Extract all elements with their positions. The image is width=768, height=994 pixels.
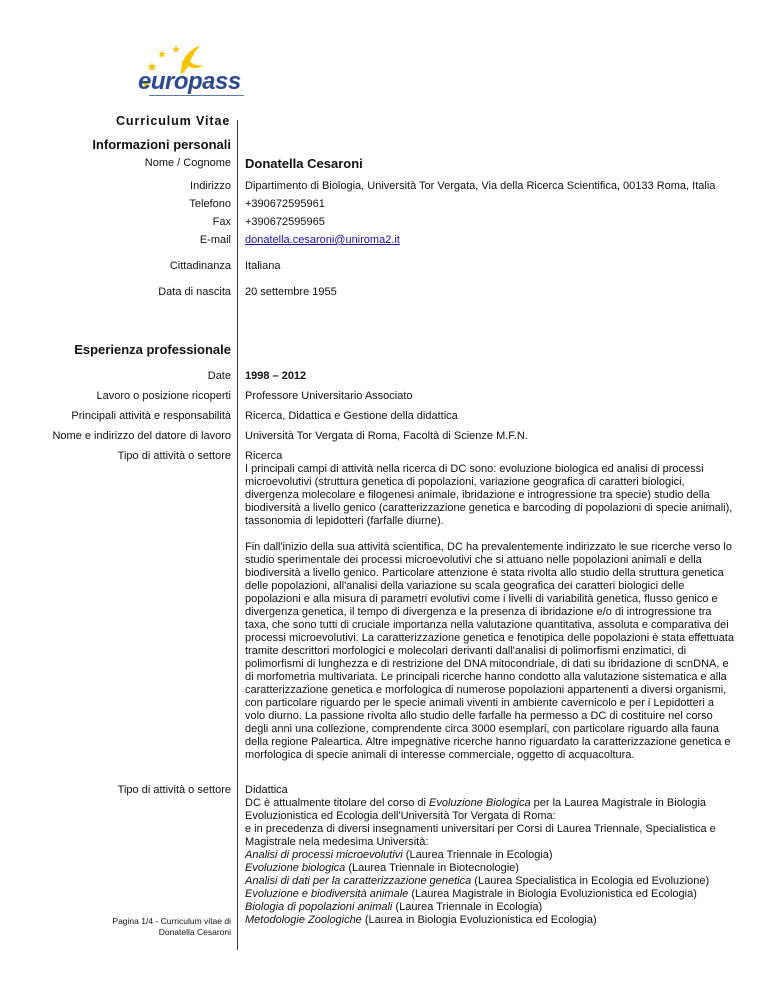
teaching-course: Evoluzione Biologica: [429, 797, 531, 809]
date-value: 1998 – 2012: [245, 370, 307, 382]
employer-value: Università Tor Vergata di Roma, Facoltà di Scienze M.F.N.: [245, 430, 528, 442]
job-value: Professore Universitario Associato: [245, 390, 413, 402]
teaching-intro-2: e in precedenza di diversi insegnamenti universitari per Corsi di Laurea Triennale, Specialistica e Magistrale nela medesima Università:: [245, 823, 716, 848]
email-link[interactable]: donatella.cesaroni@uniroma2.it: [245, 234, 400, 246]
section-experience: Esperienza professionale: [74, 342, 231, 357]
activity-type-label-teaching: Tipo di attività o settore: [117, 784, 231, 796]
phone-value: +390672595961: [245, 198, 325, 210]
teaching-intro: DC è attualmente titolare del corso di Evoluzione Biologica per la Laurea Magistrale in Biologia Evoluzionistica ed Ecologia dell'Università Tor Vergata di Roma:: [245, 797, 707, 822]
logo-divider: [149, 95, 244, 96]
activity-type-label-research: Tipo di attività o settore: [117, 450, 231, 462]
footer-line-1: Pagina 1/4 - Curriculum vitae di: [112, 916, 231, 926]
citizenship-label: Cittadinanza: [169, 260, 231, 272]
research-block: [245, 450, 735, 762]
address-label: Indirizzo: [190, 180, 231, 192]
name-label: Nome / Cognome: [144, 157, 231, 169]
fax-label: Fax: [212, 216, 231, 228]
europass-logo: [132, 40, 247, 110]
birth-label: Data di nascita: [158, 286, 231, 298]
course-item: Evoluzione biologica (Laurea Triennale in Biotecnologie): [245, 862, 519, 874]
teaching-block: [245, 784, 735, 927]
course-item: Biologia di popolazioni animali (Laurea Triennale in Ecologia): [245, 901, 543, 913]
job-label: Lavoro o posizione ricoperti: [96, 390, 231, 402]
research-title: Ricerca: [245, 450, 283, 462]
address-value: Dipartimento di Biologia, Università Tor Vergata, Via della Ricerca Scientifica, 00133 Roma, Italia: [245, 180, 716, 192]
email-label: E-mail: [199, 234, 231, 246]
cv-title: Curriculum Vitae: [116, 114, 231, 128]
activities-label: Principali attività e responsabilità: [71, 410, 231, 422]
citizenship-value: Italiana: [245, 260, 281, 272]
date-label: Date: [207, 370, 231, 382]
research-paragraph-2: Fin dall'inizio della sua attività scientifica, DC ha prevalentemente indirizzato le sue ricerche verso lo studio sperimentale dei processi microevolutivi che si attuano nelle popolazioni animali e della biodiversità a livello genico. Particolare attenzione è stata rivolta allo studio della struttura genetica delle popolazioni, all'analisi della variazione su scala geografica dei caratteri biologici delle popolazioni e alla misura di parametri evolutivi come i livelli di variabilità genetica, flusso genico e divergenza genetica, il tempo di divergenza e la presenza di ibridazione e/o di introgressione tra taxa, che sono tutti di cruciale importanza nella valutazione quantitativa, assoluta e comparativa dei processi microevolutivi. La caratterizzazione genetica e fenotipica delle popolazioni è stata effettuata tramite descrittori morfologici e molecolari derivanti dall'analisi di polimorfismi enzimatici, di polimorfismi di lunghezza e di restrizione del DNA mitocondriale, di dati su ibridazione di scnDNA, e di morfometria multivariata. Le principali ricerche hanno condotto alla valutazione sistematica e alla caratterizzazione genetica e morfologica di numerose popolazioni appartenenti a diversi organismi, con particolare riguardo per le specie animali viventi in ambiente cavernicolo e per i Lepidotteri a volo diurno. La passione rivolta allo studio delle farfalle ha permesso a DC di costituire nel corso degli anni una collezione, comprendente circa 3000 esemplari, con particolare riguardo alla fauna della regione Paleartica. Altre impegnative ricerche hanno riguardato la caratterizzazione genetica e morfologica di specie animali di interesse commerciale, oggetto di acquacoltura.: [245, 541, 734, 761]
footer-line-2: Donatella Cesaroni: [158, 927, 231, 937]
logo-text: europass: [138, 68, 241, 95]
course-item: Evoluzione e biodiversità animale (Laurea Magistrale in Biologia Evoluzionistica ed Ecologia): [245, 888, 697, 900]
course-item: Analisi di dati per la caratterizzazione genetica (Laurea Specialistica in Ecologia ed Evoluzione): [245, 875, 710, 887]
research-paragraph-1: I principali campi di attività nella ricerca di DC sono: evoluzione biologica ed analisi di processi microevolutivi (struttura genetica di popolazioni, variazione geografica di caratteri biologici, divergenza molecolare e filogenesi animale, ibridazione e introgressione tra specie) studio della biodiversità a livello genico (caratterizzazione genetica e barcoding di popolazioni di specie animali), tassonomia di lepidotteri (farfalle diurne).: [245, 463, 733, 527]
column-divider: [237, 120, 238, 950]
phone-label: Telefono: [189, 198, 231, 210]
course-item: Analisi di processi microevolutivi (Laurea Triennale in Ecologia): [245, 849, 553, 861]
page-footer: [112, 916, 231, 938]
name-value: Donatella Cesaroni: [245, 156, 363, 171]
birth-value: 20 settembre 1955: [245, 286, 337, 298]
employer-label: Nome e indirizzo del datore di lavoro: [52, 430, 231, 442]
section-personal-info: Informazioni personali: [92, 137, 231, 152]
teaching-title: Didattica: [245, 784, 288, 796]
fax-value: +390672595965: [245, 216, 325, 228]
activities-value: Ricerca, Didattica e Gestione della didattica: [245, 410, 458, 422]
course-item: Metodologie Zoologiche (Laurea in Biologia Evoluzionistica ed Ecologia): [245, 914, 597, 926]
